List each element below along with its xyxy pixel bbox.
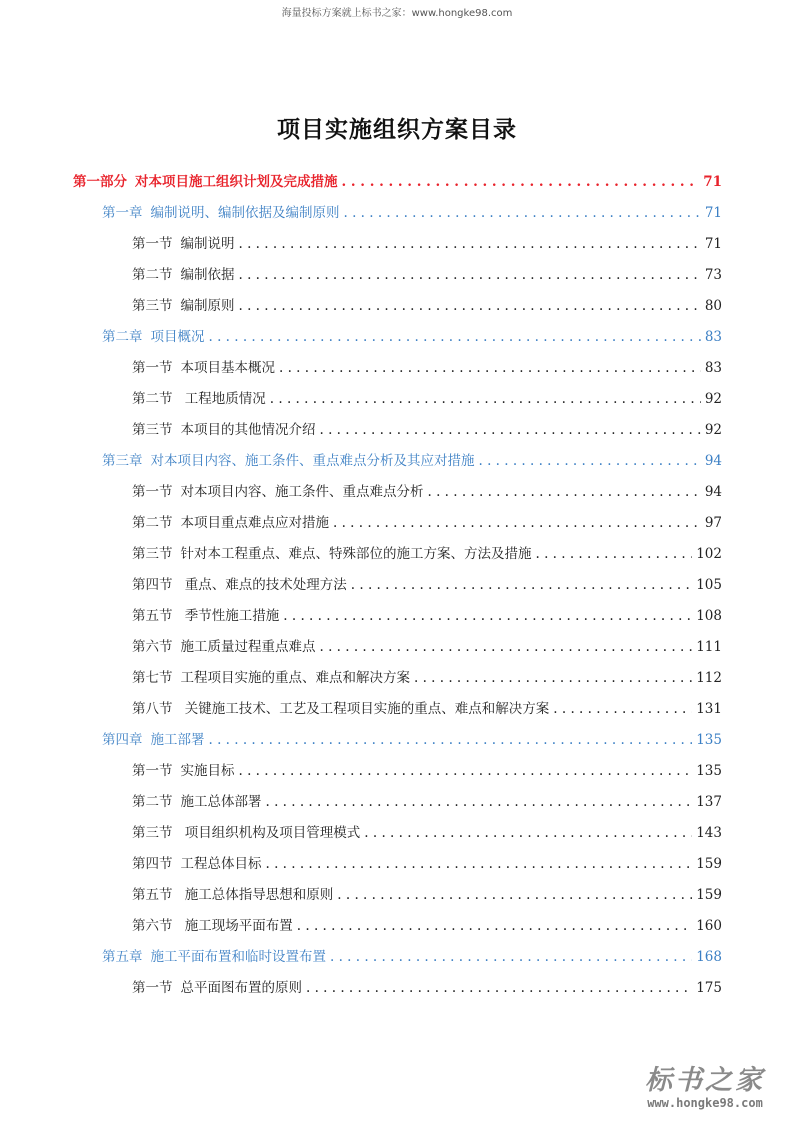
toc-entry-section[interactable] [0, 294, 794, 325]
dot-leader [239, 267, 701, 283]
toc-entry-label [132, 356, 275, 376]
toc-entry-number: 第五节 [132, 608, 173, 624]
toc-entry-number: 第三节 [132, 422, 173, 438]
toc-entry-number: 第一节 [132, 236, 173, 252]
toc-entry-title: 实施目标 [180, 763, 235, 779]
toc-entry-section[interactable] [0, 387, 794, 418]
dot-leader [297, 918, 692, 934]
logo [630, 1066, 780, 1110]
toc-entry-number: 第一节 [132, 484, 173, 500]
toc-entry-chapter[interactable] [0, 201, 794, 232]
toc-entry-number: 第五章 [102, 949, 143, 965]
toc-entry-number: 第四章 [102, 732, 143, 748]
dot-leader [320, 639, 693, 655]
toc-entry-page-number: 137 [696, 794, 722, 810]
toc-entry-label [132, 821, 360, 841]
toc-entry-number: 第七节 [132, 670, 173, 686]
toc-entry-page-number: 131 [696, 701, 722, 717]
dot-leader [209, 732, 693, 748]
toc-entry-title: 工程项目实施的重点、难点和解决方案 [180, 670, 410, 686]
toc-entry-number: 第一节 [132, 980, 173, 996]
toc-entry-page-number: 143 [696, 825, 722, 841]
dot-leader [320, 422, 701, 438]
toc-entry-section[interactable] [0, 573, 794, 604]
toc-entry-label [132, 263, 235, 283]
toc-entry-title: 编制说明、编制依据及编制原则 [150, 205, 340, 221]
toc-entry-title: 工程地质情况 [180, 391, 266, 407]
toc-entry-title: 本项目重点难点应对措施 [180, 515, 329, 531]
table-of-contents [0, 170, 794, 1007]
toc-entry-section[interactable] [0, 790, 794, 821]
toc-entry-page-number: 112 [696, 670, 722, 686]
dot-leader [330, 949, 692, 965]
toc-entry-section[interactable] [0, 976, 794, 1007]
toc-entry-chapter[interactable] [0, 449, 794, 480]
toc-entry-section[interactable] [0, 418, 794, 449]
logo-name: 标书之家 [645, 1065, 765, 1096]
toc-entry-label [132, 294, 235, 314]
toc-entry-page-number: 102 [696, 546, 722, 562]
toc-entry-label [73, 170, 338, 190]
toc-entry-title: 施工总体指导思想和原则 [180, 887, 334, 903]
toc-entry-page-number: 97 [704, 515, 722, 531]
toc-entry-title: 施工质量过程重点难点 [180, 639, 316, 655]
toc-entry-section[interactable] [0, 759, 794, 790]
toc-entry-section[interactable] [0, 511, 794, 542]
toc-entry-page-number: 168 [696, 949, 722, 965]
toc-entry-page-number: 71 [704, 236, 722, 252]
toc-entry-page-number: 83 [704, 329, 722, 345]
toc-entry-page-number: 92 [704, 391, 722, 407]
toc-entry-chapter[interactable] [0, 325, 794, 356]
toc-entry-section[interactable] [0, 232, 794, 263]
dot-leader [342, 174, 700, 190]
toc-entry-title: 总平面图布置的原则 [180, 980, 302, 996]
toc-entry-number: 第三节 [132, 825, 173, 841]
toc-entry-section[interactable] [0, 542, 794, 573]
header-note: 海量投标方案就上标书之家：www.hongke98.com [281, 8, 513, 19]
toc-entry-number: 第三章 [102, 453, 143, 469]
toc-entry-number: 第五节 [132, 887, 173, 903]
toc-entry-label [132, 697, 549, 717]
toc-entry-number: 第一章 [102, 205, 143, 221]
toc-entry-number: 第二节 [132, 391, 173, 407]
toc-entry-number: 第二节 [132, 515, 173, 531]
dot-leader [479, 453, 701, 469]
toc-entry-title: 本项目的其他情况介绍 [180, 422, 316, 438]
toc-entry-section[interactable] [0, 635, 794, 666]
toc-entry-number: 第六节 [132, 639, 173, 655]
toc-entry-title: 关键施工技术、工艺及工程项目实施的重点、难点和解决方案 [180, 701, 550, 717]
toc-entry-part[interactable] [0, 170, 794, 201]
toc-entry-page-number: 94 [704, 453, 722, 469]
dot-leader [364, 825, 692, 841]
toc-entry-title: 对本项目施工组织计划及完成措施 [135, 174, 338, 190]
toc-entry-section[interactable] [0, 604, 794, 635]
toc-entry-page-number: 159 [696, 856, 722, 872]
toc-entry-title: 施工总体部署 [180, 794, 262, 810]
toc-entry-number: 第一部分 [73, 174, 127, 190]
toc-entry-page-number: 175 [696, 980, 722, 996]
toc-entry-number: 第二章 [102, 329, 143, 345]
toc-entry-label [132, 542, 532, 562]
toc-entry-page-number: 160 [696, 918, 722, 934]
toc-entry-title: 项目组织机构及项目管理模式 [180, 825, 361, 841]
toc-entry-section[interactable] [0, 356, 794, 387]
toc-entry-title: 项目概况 [150, 329, 205, 345]
toc-entry-label [132, 573, 347, 593]
toc-entry-number: 第四节 [132, 856, 173, 872]
toc-entry-page-number: 83 [704, 360, 722, 376]
toc-entry-section[interactable] [0, 480, 794, 511]
dot-leader [536, 546, 693, 562]
toc-entry-page-number: 159 [696, 887, 722, 903]
toc-entry-title: 施工现场平面布置 [180, 918, 293, 934]
toc-entry-section[interactable] [0, 852, 794, 883]
toc-entry-label [132, 790, 262, 810]
dot-leader [351, 577, 692, 593]
toc-entry-number: 第二节 [132, 267, 173, 283]
toc-entry-page-number: 135 [696, 763, 722, 779]
toc-entry-label [102, 449, 475, 469]
dot-leader [414, 670, 692, 686]
toc-entry-title: 重点、难点的技术处理方法 [180, 577, 347, 593]
dot-leader [270, 391, 701, 407]
toc-entry-label [102, 325, 205, 345]
toc-entry-title: 编制依据 [180, 267, 235, 283]
dot-leader [266, 856, 693, 872]
dot-leader [337, 887, 692, 903]
toc-entry-label [132, 387, 266, 407]
dot-leader [239, 298, 701, 314]
toc-entry-title: 季节性施工措施 [180, 608, 280, 624]
toc-entry-page-number: 94 [704, 484, 722, 500]
toc-entry-label [102, 201, 340, 221]
toc-entry-number: 第三节 [132, 298, 173, 314]
toc-entry-label [132, 511, 329, 531]
toc-entry-title: 工程总体目标 [180, 856, 262, 872]
toc-entry-page-number: 71 [704, 205, 722, 221]
toc-entry-page-number: 80 [704, 298, 722, 314]
toc-entry-number: 第四节 [132, 577, 173, 593]
dot-leader [279, 360, 701, 376]
toc-entry-chapter[interactable] [0, 728, 794, 759]
toc-entry-page-number: 111 [696, 639, 722, 655]
toc-entry-label [132, 883, 333, 903]
toc-entry-section[interactable] [0, 883, 794, 914]
toc-entry-page-number: 73 [704, 267, 722, 283]
toc-entry-label [132, 759, 235, 779]
dot-leader [283, 608, 692, 624]
toc-entry-title: 针对本工程重点、难点、特殊部位的施工方案、方法及措施 [180, 546, 532, 562]
toc-entry-title: 施工部署 [150, 732, 205, 748]
toc-entry-section[interactable] [0, 263, 794, 294]
toc-entry-page-number: 135 [696, 732, 722, 748]
toc-entry-title: 对本项目内容、施工条件、重点难点分析及其应对措施 [150, 453, 475, 469]
dot-leader [333, 515, 701, 531]
toc-entry-label [132, 852, 262, 872]
page-title: 项目实施组织方案目录 [277, 117, 517, 144]
logo-url: www.hongke98.com [647, 1096, 763, 1110]
toc-entry-label [132, 418, 316, 438]
toc-entry-label [132, 976, 302, 996]
toc-entry-title: 本项目基本概况 [180, 360, 275, 376]
toc-entry-label [132, 232, 235, 252]
toc-entry-number: 第二节 [132, 794, 173, 810]
toc-entry-label [132, 480, 424, 500]
toc-entry-section[interactable] [0, 914, 794, 945]
toc-entry-page-number: 105 [696, 577, 722, 593]
toc-entry-label [102, 945, 326, 965]
toc-entry-section[interactable] [0, 666, 794, 697]
dot-leader [306, 980, 692, 996]
dot-leader [553, 701, 692, 717]
toc-entry-label [132, 914, 293, 934]
toc-entry-title: 施工平面布置和临时设置布置 [150, 949, 326, 965]
dot-leader [239, 236, 701, 252]
toc-entry-title: 编制原则 [180, 298, 235, 314]
toc-entry-section[interactable] [0, 821, 794, 852]
toc-entry-number: 第八节 [132, 701, 173, 717]
toc-entry-number: 第一节 [132, 763, 173, 779]
toc-entry-number: 第三节 [132, 546, 173, 562]
dot-leader [344, 205, 701, 221]
toc-entry-chapter[interactable] [0, 945, 794, 976]
toc-entry-label [132, 604, 279, 624]
toc-entry-section[interactable] [0, 697, 794, 728]
toc-entry-label [132, 666, 410, 686]
toc-entry-number: 第一节 [132, 360, 173, 376]
toc-entry-number: 第六节 [132, 918, 173, 934]
dot-leader [239, 763, 693, 779]
dot-leader [428, 484, 701, 500]
dot-leader [209, 329, 701, 345]
toc-entry-page-number: 92 [704, 422, 722, 438]
toc-entry-title: 对本项目内容、施工条件、重点难点分析 [180, 484, 424, 500]
dot-leader [266, 794, 693, 810]
toc-entry-label [132, 635, 316, 655]
toc-entry-title: 编制说明 [180, 236, 235, 252]
toc-entry-page-number: 108 [696, 608, 722, 624]
toc-entry-label [102, 728, 205, 748]
toc-entry-page-number: 71 [703, 174, 722, 190]
